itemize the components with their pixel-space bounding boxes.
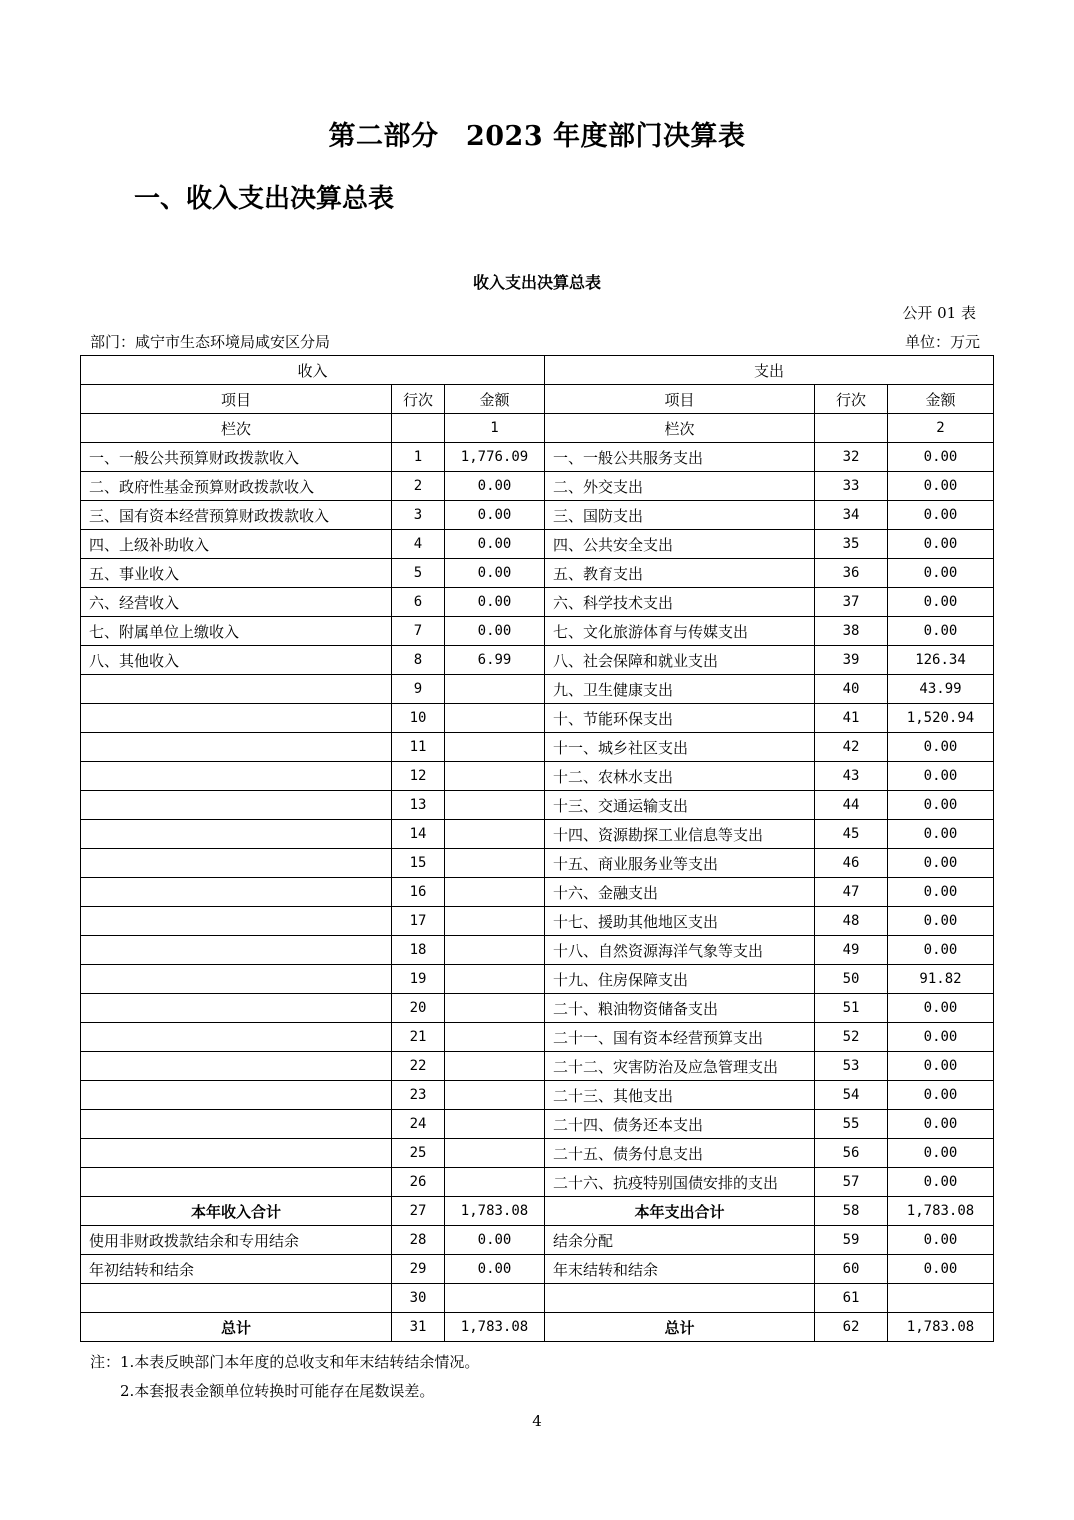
table-row [81,704,994,733]
income-row-number: 15 [392,849,445,878]
expense-item-cell: 二十四、债务还本支出 [545,1110,815,1139]
income-row-number: 25 [392,1139,445,1168]
table-title: 收入支出决算总表 [472,273,601,292]
expense-row-number: 52 [815,1023,888,1052]
income-amount-cell [445,1284,545,1313]
expense-item-cell: 年末结转和结余 [545,1255,815,1284]
income-row-number: 22 [392,1052,445,1081]
income-item-cell [81,1081,392,1110]
income-item-cell: 五、事业收入 [81,559,392,588]
table-row [81,791,994,820]
expense-row-number: 43 [815,762,888,791]
expense-item-cell: 十九、住房保障支出 [545,965,815,994]
expense-amount-cell: 0.00 [888,1110,994,1139]
income-row-number: 29 [392,1255,445,1284]
department-label: 部门：咸宁市生态环境局咸安区分局 [90,333,331,351]
income-item-cell [81,791,392,820]
income-amount-cell [445,820,545,849]
income-amount-cell [445,1168,545,1197]
income-row-number: 19 [392,965,445,994]
expense-item-cell: 八、社会保障和就业支出 [545,646,815,675]
expense-amount-cell: 0.00 [888,762,994,791]
income-row-number: 7 [392,617,445,646]
income-item-cell [81,994,392,1023]
unit-label: 单位：万元 [904,333,980,351]
income-amount-cell [445,1052,545,1081]
expense-amount-cell: 0.00 [888,1139,994,1168]
income-amount-cell [445,878,545,907]
expense-amount-cell: 1,783.08 [888,1313,994,1342]
notes [90,1348,479,1406]
expense-amount-cell: 0.00 [888,936,994,965]
subtotal-row [81,1197,994,1226]
expense-item-cell: 十二、农林水支出 [545,762,815,791]
expense-row-number: 50 [815,965,888,994]
income-expense-table [80,355,994,1342]
income-row-number: 31 [392,1313,445,1342]
income-item-cell: 八、其他收入 [81,646,392,675]
expense-item-cell: 二十、粮油物资储备支出 [545,994,815,1023]
table-row [81,1139,994,1168]
income-item-cell: 七、附属单位上缴收入 [81,617,392,646]
expense-row-number: 59 [815,1226,888,1255]
expense-column-index: 2 [888,414,994,443]
table-row [81,1081,994,1110]
income-row-number: 1 [392,443,445,472]
income-amount-cell [445,1139,545,1168]
expense-row-number: 34 [815,501,888,530]
income-row-number: 6 [392,588,445,617]
income-amount-cell [445,733,545,762]
expense-item-cell: 三、国防支出 [545,501,815,530]
income-item-cell [81,704,392,733]
table-row [81,994,994,1023]
table-row [81,1255,994,1284]
income-row-number: 17 [392,907,445,936]
income-amount-cell: 1,783.08 [445,1313,545,1342]
table-row [81,1110,994,1139]
income-item-cell [81,820,392,849]
expense-item-cell: 二十一、国有资本经营预算支出 [545,1023,815,1052]
income-item-cell: 一、一般公共预算财政拨款收入 [81,443,392,472]
expense-amount-cell: 126.34 [888,646,994,675]
income-row-number: 21 [392,1023,445,1052]
income-row-number: 11 [392,733,445,762]
income-row-number: 9 [392,675,445,704]
income-row-number: 2 [392,472,445,501]
expense-item-cell: 十、节能环保支出 [545,704,815,733]
income-header: 收入 [81,356,545,385]
expense-item-cell: 十一、城乡社区支出 [545,733,815,762]
expense-item-cell: 十五、商业服务业等支出 [545,849,815,878]
expense-item-cell: 五、教育支出 [545,559,815,588]
expense-item-cell: 结余分配 [545,1226,815,1255]
income-item-cell: 本年收入合计 [81,1197,392,1226]
income-item-cell [81,878,392,907]
income-item-cell: 使用非财政拨款结余和专用结余 [81,1226,392,1255]
income-row-number: 18 [392,936,445,965]
expense-row-number: 57 [815,1168,888,1197]
expense-amount-cell: 91.82 [888,965,994,994]
income-amount-cell [445,704,545,733]
income-amount-cell: 0.00 [445,501,545,530]
expense-amount-cell: 1,520.94 [888,704,994,733]
expense-item-header: 项目 [545,385,815,414]
table-row [81,617,994,646]
income-column-label: 栏次 [81,414,392,443]
income-item-cell [81,936,392,965]
table-row [81,1284,994,1313]
income-amount-cell [445,936,545,965]
income-column-index: 1 [445,414,545,443]
income-amount-cell [445,1023,545,1052]
header-row-column-index [81,414,994,443]
income-item-cell [81,733,392,762]
table-row [81,936,994,965]
expense-amount-cell: 0.00 [888,617,994,646]
table-row [81,1052,994,1081]
expense-row-number: 47 [815,878,888,907]
expense-item-cell: 九、卫生健康支出 [545,675,815,704]
expense-amount-cell: 0.00 [888,1052,994,1081]
expense-column-label: 栏次 [545,414,815,443]
expense-row-number: 44 [815,791,888,820]
table-row [81,878,994,907]
income-row-number: 13 [392,791,445,820]
income-item-cell [81,1023,392,1052]
income-row-number: 8 [392,646,445,675]
income-amount-cell [445,849,545,878]
income-row-number: 10 [392,704,445,733]
table-code: 公开 01 表 [902,304,976,322]
expense-row-number: 40 [815,675,888,704]
expense-row-number: 36 [815,559,888,588]
income-row-number: 30 [392,1284,445,1313]
income-item-cell: 三、国有资本经营预算财政拨款收入 [81,501,392,530]
expense-row-number: 60 [815,1255,888,1284]
expense-item-cell: 本年支出合计 [545,1197,815,1226]
expense-header: 支出 [545,356,994,385]
income-item-cell: 二、政府性基金预算财政拨款收入 [81,472,392,501]
income-item-cell [81,1168,392,1197]
expense-row-number: 49 [815,936,888,965]
income-row-number: 12 [392,762,445,791]
table-row [81,1168,994,1197]
income-item-header: 项目 [81,385,392,414]
expense-row-number: 58 [815,1197,888,1226]
expense-row-number: 41 [815,704,888,733]
expense-amount-cell: 0.00 [888,530,994,559]
income-row-number: 27 [392,1197,445,1226]
expense-amount-cell: 0.00 [888,849,994,878]
expense-item-cell: 总计 [545,1313,815,1342]
income-row-number: 24 [392,1110,445,1139]
income-amount-cell: 6.99 [445,646,545,675]
expense-row-number: 53 [815,1052,888,1081]
table-row [81,472,994,501]
income-row-number: 5 [392,559,445,588]
income-item-cell [81,1052,392,1081]
expense-amount-cell: 0.00 [888,820,994,849]
income-amount-header: 金额 [445,385,545,414]
expense-row-number: 38 [815,617,888,646]
table-row [81,965,994,994]
income-amount-cell [445,994,545,1023]
expense-row-number: 45 [815,820,888,849]
part-title: 第二部分 2023 年度部门决算表 [328,121,746,152]
table-row [81,907,994,936]
page-number: 4 [532,1412,542,1430]
income-amount-cell: 1,783.08 [445,1197,545,1226]
expense-amount-cell: 0.00 [888,791,994,820]
income-amount-cell [445,1081,545,1110]
income-amount-cell [445,907,545,936]
income-item-cell: 总计 [81,1313,392,1342]
income-amount-cell: 0.00 [445,1226,545,1255]
table-row [81,762,994,791]
expense-item-cell: 六、科学技术支出 [545,588,815,617]
expense-amount-cell: 0.00 [888,733,994,762]
expense-amount-cell: 0.00 [888,1168,994,1197]
expense-item-cell: 四、公共安全支出 [545,530,815,559]
expense-row-number: 56 [815,1139,888,1168]
empty-cell [392,414,445,443]
expense-item-cell: 一、一般公共服务支出 [545,443,815,472]
expense-row-number: 32 [815,443,888,472]
expense-item-cell: 十三、交通运输支出 [545,791,815,820]
income-amount-cell: 0.00 [445,617,545,646]
table-row [81,733,994,762]
income-row-number: 3 [392,501,445,530]
expense-row-number: 54 [815,1081,888,1110]
expense-row-number: 46 [815,849,888,878]
table-row [81,646,994,675]
expense-row-number: 62 [815,1313,888,1342]
expense-row-number: 51 [815,994,888,1023]
expense-amount-cell: 43.99 [888,675,994,704]
income-item-cell [81,849,392,878]
expense-item-cell: 七、文化旅游体育与传媒支出 [545,617,815,646]
expense-row-number: 55 [815,1110,888,1139]
income-row-number: 20 [392,994,445,1023]
income-row-number: 26 [392,1168,445,1197]
total-row [81,1313,994,1342]
expense-row-number: 33 [815,472,888,501]
table-row [81,443,994,472]
expense-amount-cell: 0.00 [888,472,994,501]
table-row [81,675,994,704]
income-item-cell [81,907,392,936]
income-rowno-header: 行次 [392,385,445,414]
note-1: 注：1.本表反映部门本年度的总收支和年末结转结余情况。 [90,1353,480,1371]
income-item-cell [81,1110,392,1139]
expense-item-cell: 十八、自然资源海洋气象等支出 [545,936,815,965]
income-row-number: 28 [392,1226,445,1255]
expense-amount-cell: 0.00 [888,501,994,530]
income-amount-cell: 1,776.09 [445,443,545,472]
expense-item-cell: 二十三、其他支出 [545,1081,815,1110]
income-item-cell [81,1284,392,1313]
table-row [81,501,994,530]
expense-item-cell: 二、外交支出 [545,472,815,501]
income-amount-cell: 0.00 [445,1255,545,1284]
expense-row-number: 37 [815,588,888,617]
table-row [81,849,994,878]
expense-amount-cell [888,1284,994,1313]
table-row [81,559,994,588]
expense-amount-cell: 0.00 [888,588,994,617]
income-item-cell [81,762,392,791]
income-item-cell [81,675,392,704]
section-title: 一、收入支出决算总表 [134,184,395,214]
expense-amount-cell: 0.00 [888,1023,994,1052]
header-row-sections [81,356,994,385]
expense-row-number: 61 [815,1284,888,1313]
table-row [81,820,994,849]
expense-row-number: 39 [815,646,888,675]
income-amount-cell: 0.00 [445,588,545,617]
expense-amount-cell: 0.00 [888,559,994,588]
expense-item-cell: 十七、援助其他地区支出 [545,907,815,936]
table-row [81,530,994,559]
income-row-number: 14 [392,820,445,849]
expense-amount-cell: 0.00 [888,907,994,936]
expense-item-cell: 二十六、抗疫特别国债安排的支出 [545,1168,815,1197]
expense-row-number: 48 [815,907,888,936]
expense-item-cell: 二十二、灾害防治及应急管理支出 [545,1052,815,1081]
income-amount-cell [445,762,545,791]
income-row-number: 23 [392,1081,445,1110]
table-row [81,588,994,617]
expense-row-number: 35 [815,530,888,559]
income-item-cell [81,1139,392,1168]
expense-item-cell: 二十五、债务付息支出 [545,1139,815,1168]
expense-amount-cell: 1,783.08 [888,1197,994,1226]
income-row-number: 4 [392,530,445,559]
empty-cell [815,414,888,443]
income-amount-cell [445,1110,545,1139]
header-row-columns [81,385,994,414]
table-row [81,1226,994,1255]
expense-amount-cell: 0.00 [888,1081,994,1110]
expense-amount-cell: 0.00 [888,443,994,472]
table-row [81,1023,994,1052]
income-item-cell: 年初结转和结余 [81,1255,392,1284]
expense-row-number: 42 [815,733,888,762]
expense-item-cell: 十六、金融支出 [545,878,815,907]
note-2: 2.本套报表金额单位转换时可能存在尾数误差。 [120,1382,435,1400]
expense-amount-cell: 0.00 [888,1255,994,1284]
expense-item-cell: 十四、资源勘探工业信息等支出 [545,820,815,849]
income-amount-cell [445,965,545,994]
expense-rowno-header: 行次 [815,385,888,414]
income-amount-cell [445,791,545,820]
expense-item-cell [545,1284,815,1313]
income-item-cell [81,965,392,994]
expense-amount-cell: 0.00 [888,878,994,907]
expense-amount-cell: 0.00 [888,994,994,1023]
income-item-cell: 六、经营收入 [81,588,392,617]
expense-amount-cell: 0.00 [888,1226,994,1255]
income-amount-cell [445,675,545,704]
income-amount-cell: 0.00 [445,530,545,559]
income-row-number: 16 [392,878,445,907]
income-amount-cell: 0.00 [445,472,545,501]
income-amount-cell: 0.00 [445,559,545,588]
income-item-cell: 四、上级补助收入 [81,530,392,559]
expense-amount-header: 金额 [888,385,994,414]
